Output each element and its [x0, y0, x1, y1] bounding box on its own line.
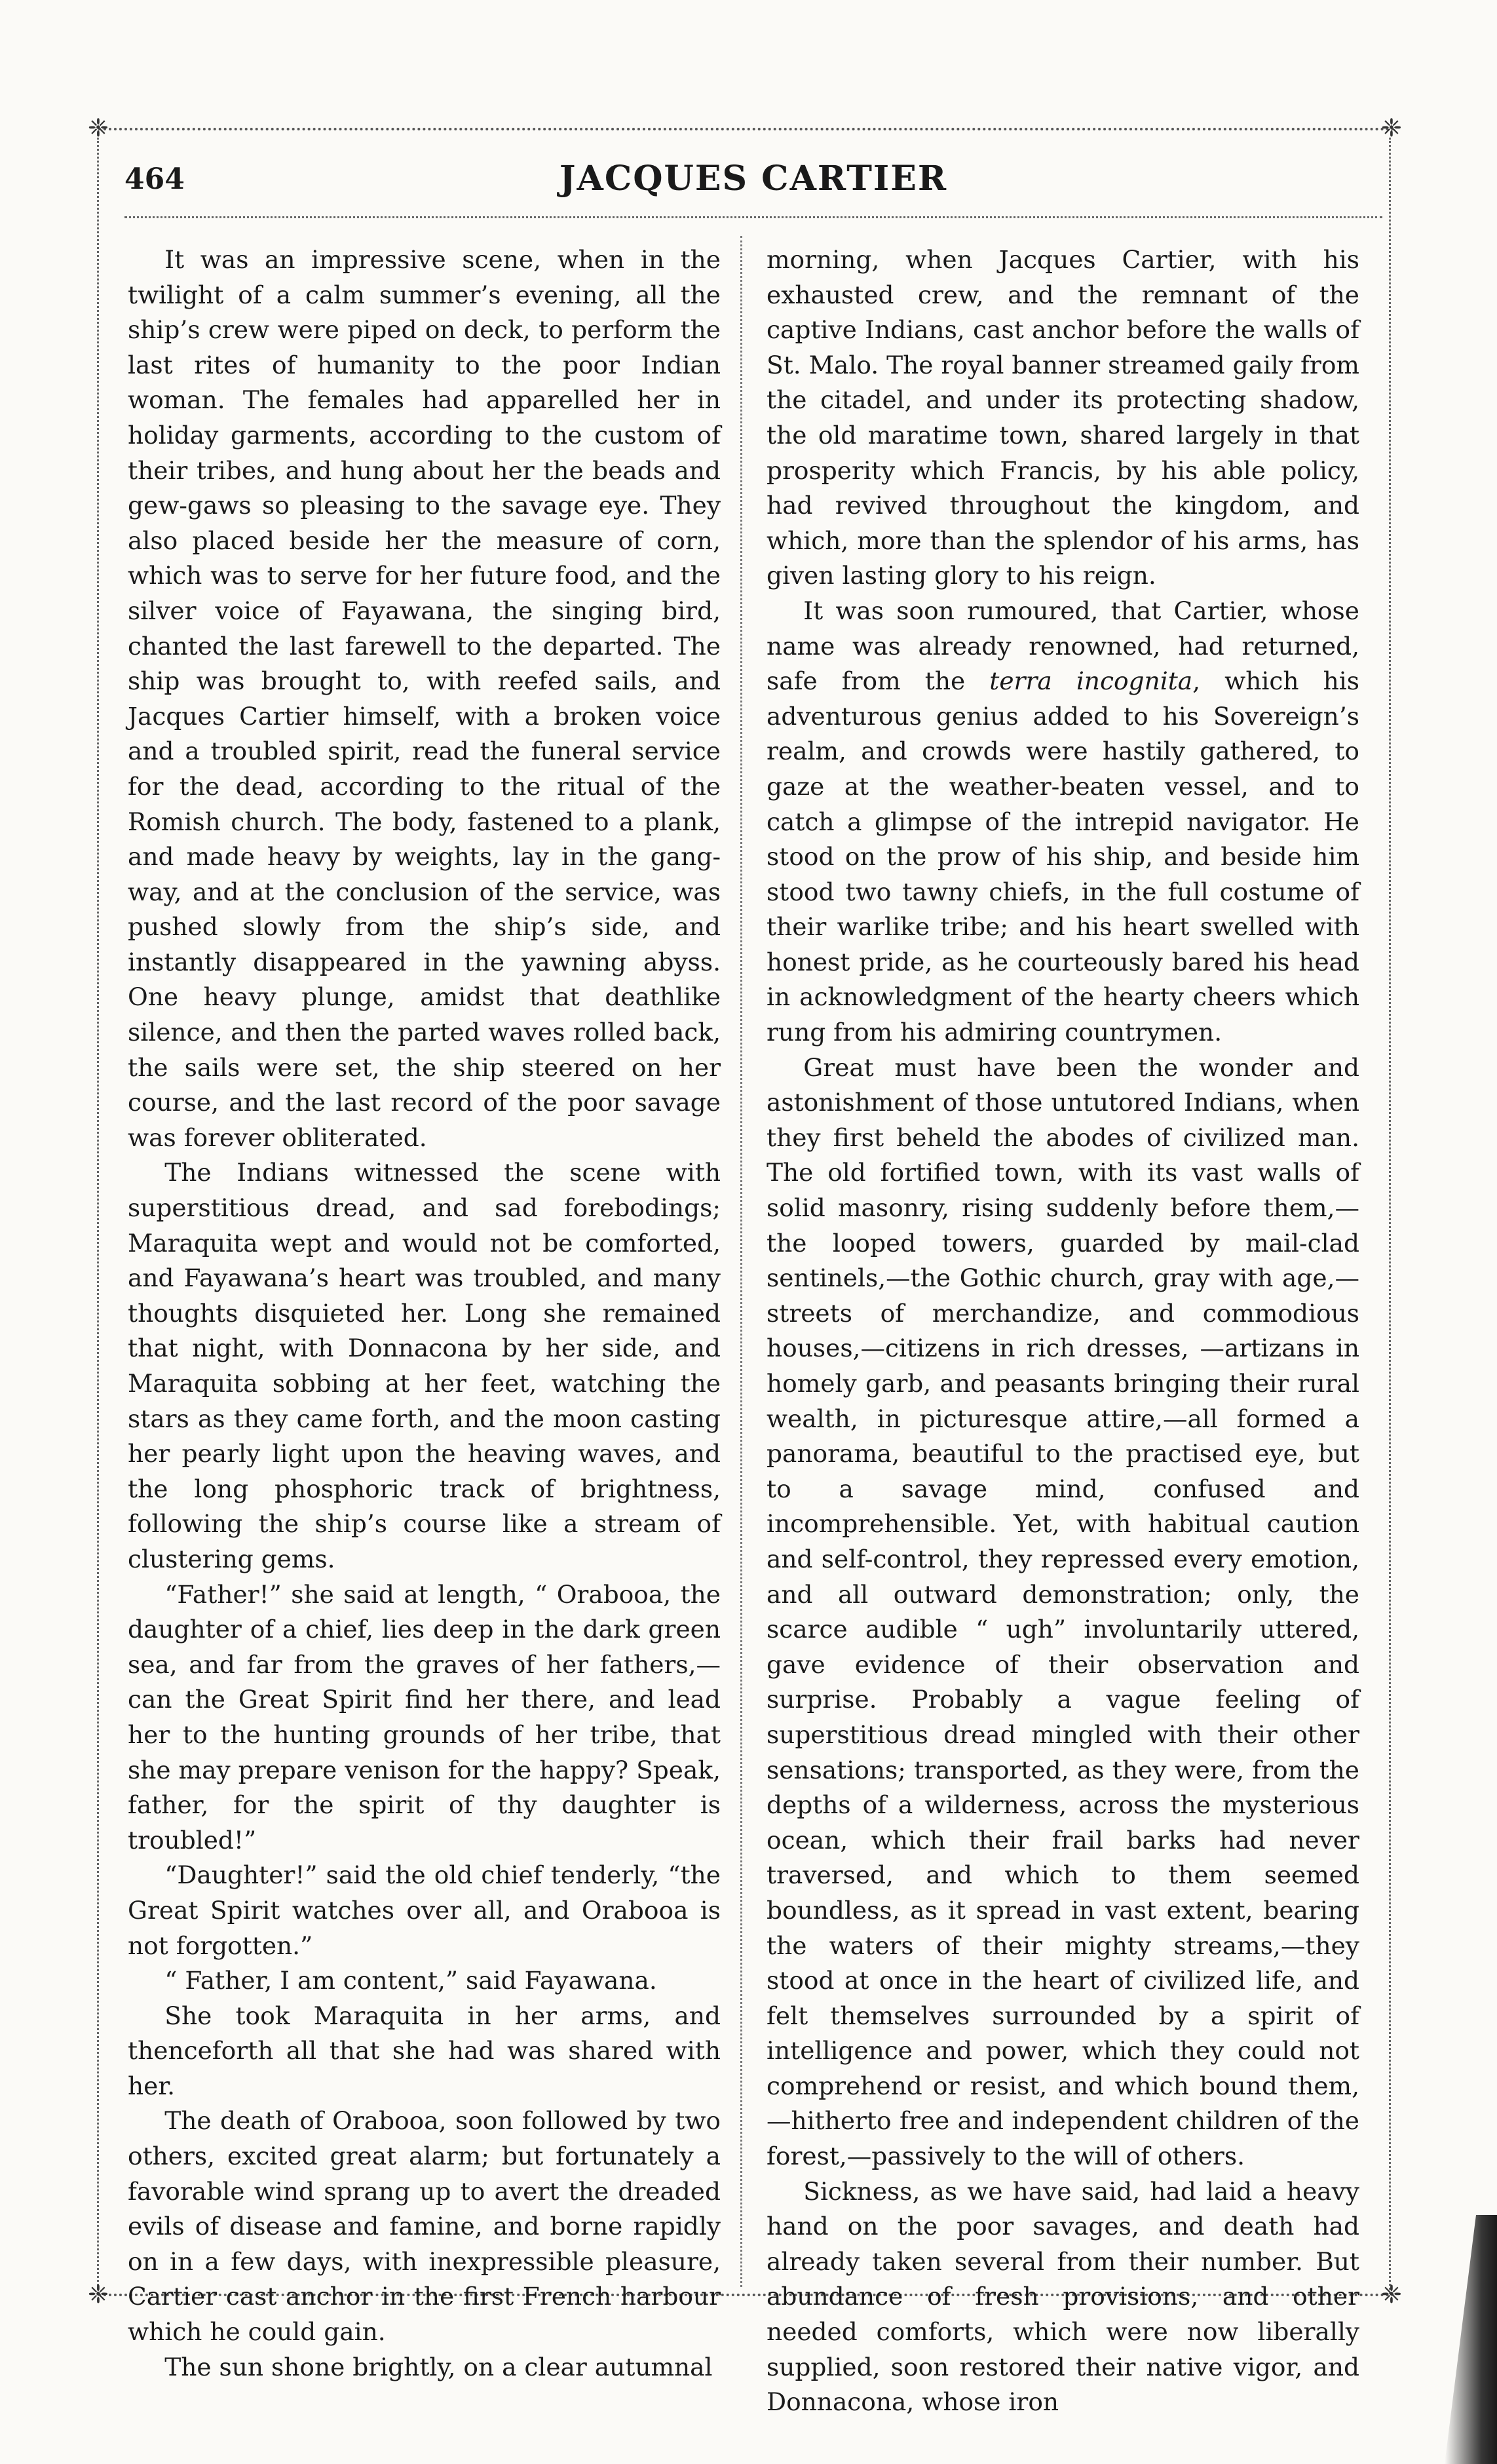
paragraph: morning, when Jacques Cartier, with his exhausted crew, and the remnant of the captive Indians, cast anchor before the walls of St. Malo. The royal banner streamed gaily from the citadel, and under its protecting shadow, the old maratime town, shared largely in that prosperity which Francis, by his able policy, had revived throughout the kingdom, and which, more than the splendor of his arms, has given lasting glory to his reign. [767, 245, 1359, 590]
running-title: JACQUES CARTIER [559, 159, 948, 199]
corner-ornament-icon: ❈ [1381, 113, 1402, 142]
paragraph: She took Maraquita in her arms, and thenceforth all that she had was shared with her. [128, 2001, 721, 2100]
paragraph: Great must have been the wonder and astonishment of those untutored Indians, when they first beheld the abodes of civilized man. The old fortified town, with its vast walls of solid masonry, rising suddenly before them,—the looped towers, guarded by mail-clad sentinels,—the Gothic church, gray with age,—streets of merchandize, and commodious houses,—citizens in rich dresses, —artizans in homely garb, and peasants bringing their rural wealth, in picturesque attire,—all formed a panorama, beautiful to the practised eye, but to a savage mind, confused and incomprehensible. Yet, with habitual caution and self-control, they repressed every emotion, and all outward demonstration; only, the scarce audible “ ugh” involuntarily uttered, gave evidence of their observation and surprise. Probably a vague feeling of superstitious dread mingled with their other sensations; transported, as they were, from the depths of a wilderness, across the mysterious ocean, which their frail barks had never traversed, and which to them seemed boundless, as it spread in vast extent, bearing the waters of their mighty streams,—they stood at once in the heart of civilized life, and felt themselves surrounded by a spirit of intelligence and power, which they could not comprehend or resist, and which bound them, —hitherto free and independent children of the forest,—passively to the will of others. [767, 1052, 1359, 2171]
corner-ornament-icon: ❈ [88, 113, 109, 142]
column-divider [740, 236, 742, 2287]
text-run: It was soon rumoured, that Cartier, whose name was already renowned, had returned, safe from the [767, 596, 1359, 696]
text-run: , which his adventurous genius added to his Sovereign’s realm, and crowds were hastily gathered, to gaze at the weather-beaten vessel, and to catch a glimpse of the intrepid navigator. He stood on the prow of his ship, and beside him stood two tawny chiefs, in the full costume of their warlike tribe; and his heart swelled with honest pride, as he courteously bared his head in acknowledgment of the hearty cheers which rung from his admiring countrymen. [767, 666, 1359, 1047]
paragraph: The Indians witnessed the scene with superstitious dread, and sad forebodings; Maraquita wept and would not be comforted, and Fayawana’s heart was troubled, and many thoughts disquieted her. Long she remained that night, with Donnacona by her side, and Maraquita sobbing at her feet, watching the stars as they came forth, and the moon casting her pearly light upon the heaving waves, and the long phosphoric track of brightness, following the ship’s course like a stream of clustering gems. [128, 1158, 721, 1573]
paragraph: The death of Oraboоa, soon followed by two others, excited great alarm; but fortunately a favorable wind sprang up to avert the dreaded evils of disease and famine, and borne rapidly on in a few days, with inexpressible pleasure, Cartier cast anchor in the first French harbour which he could gain. [128, 2106, 721, 2347]
paragraph: It was an impressive scene, when in the twilight of a calm summer’s evening, all the ship’s crew were piped on deck, to perform the last rites of humanity to the poor Indian woman. The females had apparelled her in holiday garments, according to the custom of their tribes, and hung about her the beads and gew-gaws so pleasing to the savage eye. They also placed beside her the measure of corn, which was to serve for her future food, and the silver voice of Fayawana, the singing bird, chanted the last farewell to the departed. The ship was brought to, with reefed sails, and Jacques Cartier himself, with a broken voice and a troubled spirit, read the funeral service for the dead, according to the ritual of the Romish church. The body, fastened to a plank, and made heavy by weights, lay in the gang-way, and at the conclusion of the service, was pushed slowly from the ship’s side, and instantly disappeared in the yawning abyss. One heavy plunge, amidst that deathlike silence, and then the parted waves rolled back, the sails were set, the ship steered on her course, and the last record of the poor savage was forever obliterated. [128, 245, 721, 1152]
top-rule [98, 128, 1395, 130]
corner-ornament-icon: ❈ [88, 2280, 109, 2309]
page-header [124, 159, 1382, 211]
paragraph [767, 594, 1359, 1050]
paragraph: “ Father, I am content,” said Fayawana. [164, 1966, 657, 1995]
header-rule [124, 216, 1382, 218]
paragraph: “Daughter!” said the old chief tenderly, “the Great Spirit watches over all, and Oraboоa is not forgotten.” [128, 1860, 721, 1960]
left-rule [97, 138, 99, 2294]
page-number: 464 [124, 163, 185, 196]
right-column [767, 242, 1359, 2420]
italic-phrase: terra incognita [989, 666, 1193, 696]
paragraph: “Father!” she said at length, “ Oraboоa, the daughter of a chief, lies deep in the dark green sea, and far from the graves of her fathers,—can the Great Spirit find her there, and lead her to the hunting grounds of her tribe, that she may prepare venison for the happy? Speak, father, for the spirit of thy daughter is troubled!” [128, 1579, 721, 1855]
paragraph: The sun shone brightly, on a clear autumnal [164, 2352, 713, 2381]
paragraph: Sickness, as we have said, had laid a heavy hand on the poor savages, and death had already taken several from their number. But abundance of fresh provisions, and other needed comforts, which were now liberally supplied, soon restored their native vigor, and Donnacona, whose iron [767, 2176, 1359, 2417]
right-rule [1389, 138, 1391, 2294]
corner-ornament-icon: ❈ [1381, 2280, 1402, 2309]
left-column [128, 242, 721, 2385]
